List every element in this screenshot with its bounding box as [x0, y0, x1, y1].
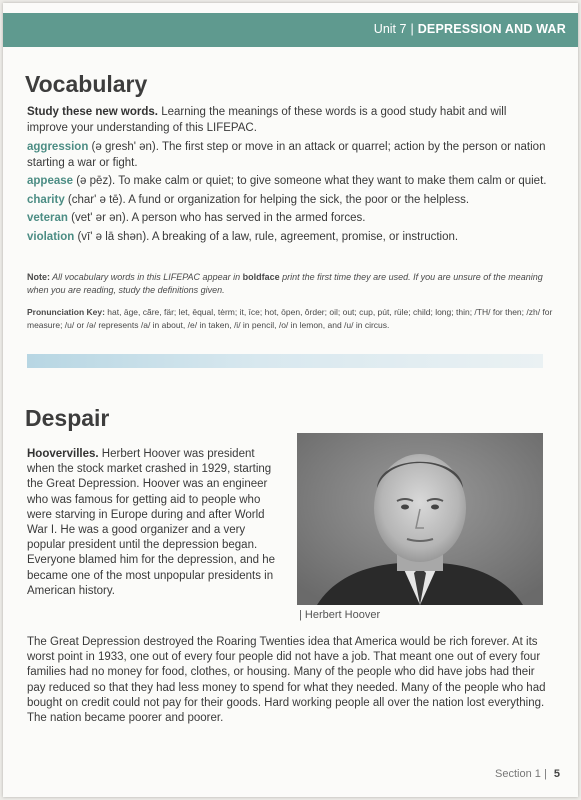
banner-separator: | — [410, 22, 414, 36]
vocab-pronunciation: (vī' ə lā shən). — [74, 230, 150, 243]
vocabulary-intro — [27, 105, 547, 136]
vocab-entry-appease — [27, 174, 547, 190]
vocab-pronunciation: (ə pēz). — [73, 175, 116, 187]
unit-title: DEPRESSION AND WAR — [417, 22, 566, 36]
unit-label: Unit 7 — [373, 22, 407, 36]
photo-caption: | Herbert Hoover — [299, 609, 381, 621]
unit-banner — [3, 13, 578, 47]
intro-text: Learning the meanings of these words is a good study habit and will improve your understanding of this LIFEPAC. — [27, 106, 507, 134]
great-depression-paragraph: The Great Depression destroyed the Roaring Twenties idea that America would be rich forever. At its worst point in 1933, one out of every four people did not have a job. That meant one out of every four families had no money for food, clothes, or housing. Many of the people who did have jobs had their pay reduced so that they had less money to spend for what they needed. Many of the people who had bought on credit could not pay for their goods. Hard working people all over the nation lost everything. The nation became poorer and poorer. — [27, 636, 546, 725]
paragraph-lead: Hoovervilles. — [27, 448, 99, 460]
despair-heading: Despair — [25, 405, 110, 431]
pronunciation-key — [27, 306, 557, 332]
paragraph-text: Herbert Hoover was president when the stock market crashed in 1929, starting the Great Depression. Hoover was an engineer who was famous for getting aid to people who were starving in Europe during and after World War I. He was a good organizer and a very popular president until the depression began. Everyone blamed him for the depression, and he became one of the most unpopular presidents in American history. — [27, 448, 276, 597]
note-label: Note: — [27, 272, 50, 282]
vocab-term: violation — [27, 230, 75, 243]
page-number: 5 — [553, 768, 560, 780]
vocab-definition: A fund or organization for helping the sick, the poor or the helpless. — [125, 193, 470, 206]
intro-bold: Study these new words. — [27, 106, 158, 118]
pronunciation-key-label: Pronunciation Key: — [27, 307, 105, 317]
vocab-definition: To make calm or quiet; to give someone what they want to make them calm or quiet. — [115, 175, 547, 187]
worksheet-page — [3, 3, 578, 797]
vocabulary-note — [27, 271, 552, 297]
vocabulary-heading: Vocabulary — [25, 71, 148, 97]
vocab-term: charity — [27, 193, 65, 206]
portrait-illustration — [297, 433, 543, 605]
hoovervilles-paragraph — [27, 447, 279, 599]
section-divider-bar — [27, 354, 543, 368]
vocab-definition: A person who has served in the armed forces. — [128, 212, 366, 224]
vocab-definition: A breaking of a law, rule, agreement, promise, or instruction. — [149, 230, 459, 243]
vocab-definition: The first step or move in an attack or quarrel; action by the person or nation starting a war or fight. — [27, 141, 546, 169]
vocab-entry-aggression — [27, 140, 547, 171]
vocab-entry-veteran — [27, 211, 547, 227]
note-bold-word: boldface — [242, 272, 280, 282]
vocab-term: veteran — [27, 212, 68, 224]
section-label: Section 1 — [495, 768, 541, 780]
vocab-pronunciation: (ə gresh' ən). — [88, 141, 159, 153]
banner-text — [374, 22, 566, 36]
pronunciation-key-text: hat, āge, cãre, fär; let, ēqual, tėrm; it, īce; hot, ōpen, ôrder; oil; out; cup, pút, rüle; child; long; thin; /TH/ for then; /zh/ for measure; /u/ or /ə/ represents /a/ in about, /e/ in taken, /i/ in pencil, /o/ in lemon, and /u/ in circus. — [27, 307, 553, 330]
herbert-hoover-photo — [297, 433, 543, 605]
vocab-pronunciation: (char' ə tē). — [64, 193, 126, 206]
note-text-2: print the first time they are used. If you are unsure of the meaning when you are reading, study the definitions given. — [27, 272, 543, 295]
vocab-pronunciation: (vet' ər ən). — [67, 212, 129, 224]
vocabulary-list — [27, 140, 547, 248]
note-text-1: All vocabulary words in this LIFEPAC appear in — [50, 272, 243, 282]
page-footer — [495, 768, 560, 780]
footer-separator: | — [543, 768, 547, 780]
vocab-term: aggression — [27, 141, 89, 153]
vocab-term: appease — [27, 175, 74, 187]
vocab-entry-charity — [27, 193, 547, 209]
vocab-entry-violation — [27, 230, 547, 246]
